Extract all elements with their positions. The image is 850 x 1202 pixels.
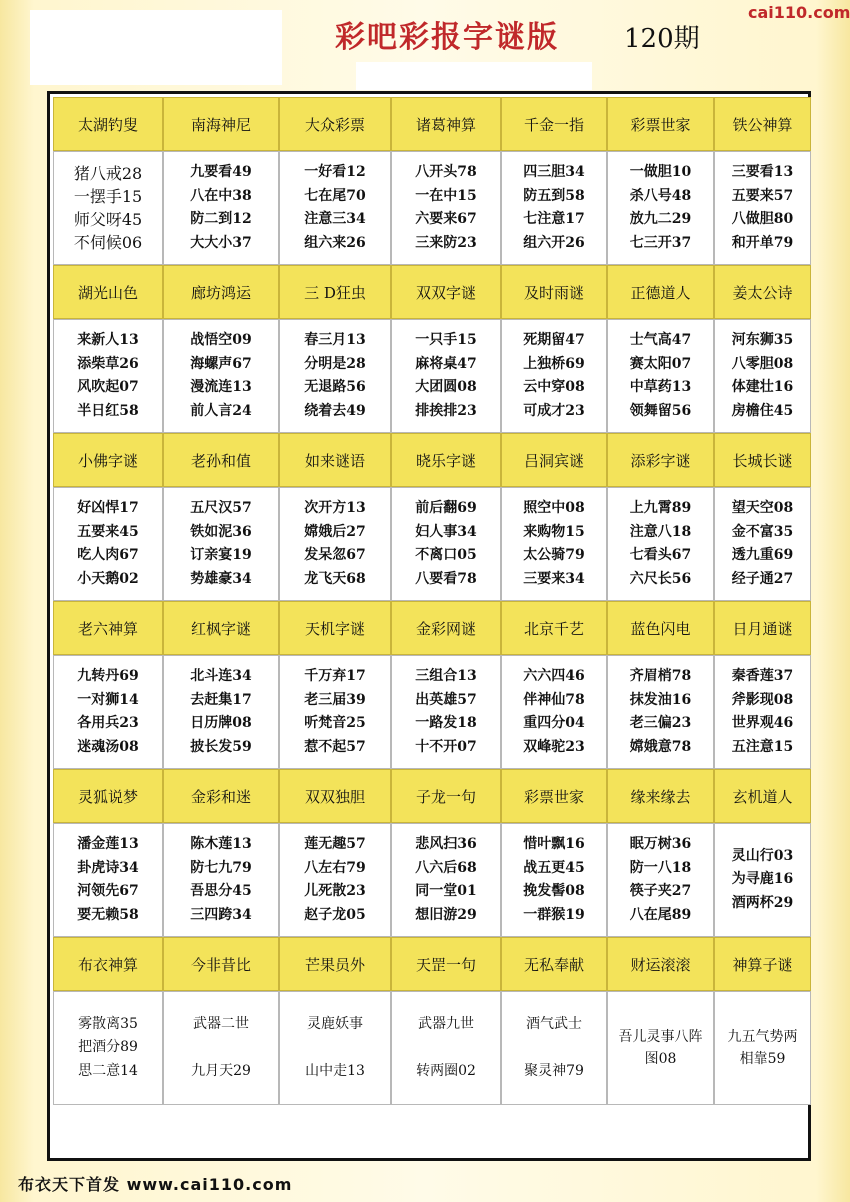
riddle-line: 三组合13 [415, 668, 477, 684]
riddle-line: 添柴草26 [77, 355, 139, 372]
riddle-line: 酒两杯29 [731, 894, 794, 911]
riddle-cell [714, 655, 811, 769]
column-header: 太湖钓叟 [53, 97, 163, 151]
riddle-line: 九五气势两相靠59 [727, 1029, 798, 1067]
blank-box-left [30, 10, 282, 85]
riddle-line: 士气高47 [629, 332, 692, 348]
riddle-cell [53, 823, 163, 937]
riddle-line: 组六来26 [304, 234, 366, 251]
riddle-line: 防五到58 [523, 187, 585, 204]
column-header: 神算子谜 [714, 937, 811, 991]
column-header: 湖光山色 [53, 265, 163, 319]
riddle-line: 七三开37 [629, 234, 692, 251]
riddle-line: 好凶悍17 [77, 500, 139, 516]
riddle-line: 杀八号48 [629, 187, 692, 204]
riddle-line: 七注意17 [523, 211, 585, 227]
riddle-line: 陈木莲13 [190, 836, 252, 852]
riddle-line: 老三届39 [304, 691, 366, 708]
column-header: 芒果员外 [279, 937, 391, 991]
riddle-line: 老三偏23 [629, 715, 692, 731]
riddle-line: 经子通27 [731, 570, 794, 587]
column-header: 千金一指 [501, 97, 607, 151]
column-header: 子龙一句 [391, 769, 501, 823]
riddle-line: 齐眉梢78 [629, 668, 692, 684]
riddle-cell [53, 151, 163, 265]
riddle-line: 酒气武士 [525, 1016, 582, 1032]
header [0, 0, 850, 88]
riddle-line: 嫦娥意78 [629, 738, 692, 755]
riddle-line: 八要看78 [415, 570, 477, 587]
column-header: 廊坊鸿运 [163, 265, 279, 319]
riddle-line: 山中走13 [305, 1062, 365, 1079]
riddle-line: 三来防23 [415, 234, 477, 251]
riddle-cell [607, 655, 714, 769]
riddle-line: 防七九79 [190, 859, 252, 876]
riddle-line: 武器九世 [417, 1016, 474, 1032]
riddle-cell [391, 487, 501, 601]
column-header: 吕洞宾谜 [501, 433, 607, 487]
riddle-line: 七在尾70 [304, 187, 366, 204]
riddle-line: 六要来67 [415, 211, 477, 227]
riddle-line: 八在中38 [190, 187, 252, 204]
riddle-line: 体建壮16 [731, 379, 794, 395]
riddle-cell [53, 319, 163, 433]
riddle-line: 次开方13 [304, 500, 366, 516]
riddle-line: 不离口05 [415, 547, 477, 563]
riddle-cell [279, 991, 391, 1105]
riddle-line: 卦虎诗34 [77, 859, 139, 876]
riddle-cell [53, 655, 163, 769]
riddle-line: 八做胆80 [731, 211, 794, 227]
riddle-line: 九要看49 [190, 164, 252, 180]
column-header: 诸葛神算 [391, 97, 501, 151]
column-header: 姜太公诗 [714, 265, 811, 319]
riddle-line: 眠万树36 [629, 836, 692, 852]
riddle-cell [163, 991, 279, 1105]
riddle-cell [391, 823, 501, 937]
riddle-line: 漫流连13 [190, 379, 252, 395]
riddle-line: 龙飞天68 [304, 570, 366, 587]
riddle-line: 八六后68 [415, 859, 477, 876]
riddle-line: 死期留47 [523, 332, 585, 348]
page-title: 彩吧彩报字谜版 [335, 20, 559, 55]
riddle-cell [714, 487, 811, 601]
riddle-line: 半日红58 [77, 402, 139, 419]
riddle-line: 猪八戒28 [73, 164, 143, 183]
riddle-line: 儿死散23 [304, 883, 366, 899]
riddle-line: 五要来45 [77, 523, 139, 540]
riddle-line: 一在中15 [415, 187, 477, 204]
riddle-line: 师父呀45 [73, 210, 143, 229]
column-header: 天机字谜 [279, 601, 391, 655]
riddle-line: 八开头78 [415, 164, 477, 180]
column-header: 小佛字谜 [53, 433, 163, 487]
riddle-line: 灵鹿妖事 [306, 1016, 363, 1032]
riddle-line: 五要来57 [731, 187, 794, 204]
riddle-line: 一路发18 [415, 715, 477, 731]
riddle-line: 注意三34 [304, 211, 366, 227]
riddle-cell [391, 319, 501, 433]
column-header: 天罡一句 [391, 937, 501, 991]
column-header: 玄机道人 [714, 769, 811, 823]
riddle-line: 一好看12 [304, 164, 366, 180]
riddle-cell [279, 151, 391, 265]
column-header: 老六神算 [53, 601, 163, 655]
column-header: 布衣神算 [53, 937, 163, 991]
column-header: 铁公神算 [714, 97, 811, 151]
column-header: 添彩字谜 [607, 433, 714, 487]
riddle-cell [607, 487, 714, 601]
riddle-line: 不伺候06 [73, 233, 143, 252]
riddle-line: 世界观46 [731, 715, 794, 731]
column-header: 财运滚滚 [607, 937, 714, 991]
riddle-line: 一群猴19 [523, 906, 585, 923]
riddle-line: 大团圆08 [415, 379, 477, 395]
riddle-cell [714, 823, 811, 937]
riddle-line: 三要看13 [731, 164, 794, 180]
column-header: 及时雨谜 [501, 265, 607, 319]
riddle-line: 来购物15 [523, 523, 585, 540]
riddle-line: 披长发59 [190, 738, 252, 755]
riddle-line: 三要来34 [523, 570, 585, 587]
riddle-line: 妇人事34 [415, 523, 477, 540]
riddle-line: 战五更45 [523, 859, 585, 876]
riddle-line: 绕着去49 [304, 402, 366, 419]
riddle-line: 雾散离35 [78, 1015, 138, 1032]
riddle-line: 要无赖58 [77, 906, 139, 923]
riddle-line: 潘金莲13 [77, 836, 139, 852]
riddle-line: 去赶集17 [190, 691, 252, 708]
riddle-line: 照空中08 [523, 500, 585, 516]
column-header: 灵狐说梦 [53, 769, 163, 823]
riddle-line: 把酒分89 [78, 1039, 138, 1056]
riddle-line: 和开单79 [731, 234, 794, 251]
riddle-cell [279, 319, 391, 433]
riddle-cell [714, 991, 811, 1105]
column-header: 如来谜语 [279, 433, 391, 487]
column-header: 老孙和值 [163, 433, 279, 487]
riddle-line: 可成才23 [523, 402, 585, 419]
riddle-cell [501, 151, 607, 265]
column-header: 三 D狂虫 [279, 265, 391, 319]
riddle-line: 武器二世 [192, 1016, 249, 1032]
column-header: 缘来缘去 [607, 769, 714, 823]
riddle-line: 秦香莲37 [731, 668, 794, 684]
column-header: 南海神尼 [163, 97, 279, 151]
issue-number: 120期 [624, 24, 700, 54]
riddle-line: 筷子夹27 [629, 883, 692, 899]
riddle-line: 望天空08 [731, 500, 794, 516]
riddle-line: 组六开26 [523, 234, 585, 251]
column-header: 红枫字谜 [163, 601, 279, 655]
riddle-line: 中草药13 [629, 379, 692, 395]
riddle-line: 悲风扫36 [415, 836, 477, 852]
riddle-line: 伴神仙78 [523, 691, 585, 708]
riddle-line: 转两圈02 [416, 1062, 476, 1079]
riddle-cell [607, 823, 714, 937]
riddle-line: 四三胆34 [523, 164, 585, 180]
column-header: 彩票世家 [501, 769, 607, 823]
riddle-line: 斧影现08 [731, 691, 794, 708]
blank-box-center [356, 62, 592, 90]
riddle-cell [501, 655, 607, 769]
riddle-line: 七看头67 [629, 547, 692, 563]
riddle-line: 惜叶飘16 [523, 836, 585, 852]
riddle-line: 防一八18 [629, 859, 692, 876]
riddle-line: 千万弃17 [304, 668, 366, 684]
column-header: 大众彩票 [279, 97, 391, 151]
riddle-cell [163, 655, 279, 769]
riddle-line: 吾儿灵事八阵图08 [618, 1029, 703, 1067]
riddle-line: 大大小37 [190, 234, 252, 251]
riddle-line: 海螺声67 [190, 355, 252, 372]
riddle-line: 一做胆10 [629, 164, 692, 180]
riddle-line: 赵子龙05 [304, 906, 366, 923]
riddle-cell [607, 319, 714, 433]
column-header: 双双字谜 [391, 265, 501, 319]
riddle-line: 排挨排23 [415, 402, 477, 419]
riddle-line: 十不开07 [415, 738, 477, 755]
riddle-line: 思二意14 [78, 1062, 138, 1079]
riddle-line: 为寻鹿16 [731, 871, 794, 888]
riddle-cell [607, 151, 714, 265]
riddle-line: 发呆忽67 [304, 547, 366, 563]
riddle-line: 吾思分45 [190, 883, 252, 899]
riddle-line: 战悟空09 [190, 332, 252, 348]
riddle-line: 河领先67 [77, 883, 139, 899]
riddle-line: 防二到12 [190, 211, 252, 227]
column-header: 今非昔比 [163, 937, 279, 991]
riddle-cell [279, 823, 391, 937]
column-header: 北京千艺 [501, 601, 607, 655]
riddle-line: 小天鹅02 [77, 570, 139, 587]
riddle-line: 一摆手15 [73, 187, 143, 206]
riddle-line: 灵山行03 [731, 847, 794, 864]
riddle-line: 挽发髻08 [523, 883, 585, 899]
riddle-cell [501, 991, 607, 1105]
riddle-line: 无退路56 [304, 379, 366, 395]
riddle-cell [279, 487, 391, 601]
column-header: 晓乐字谜 [391, 433, 501, 487]
riddle-line: 注意八18 [629, 523, 692, 540]
riddle-line: 八左右79 [304, 859, 366, 876]
riddle-cell [714, 319, 811, 433]
riddle-line: 北斗连34 [190, 668, 252, 684]
riddle-line: 六六四46 [523, 668, 585, 684]
riddle-line: 分明是28 [304, 355, 366, 372]
riddle-cell [501, 487, 607, 601]
column-header: 正德道人 [607, 265, 714, 319]
riddle-line: 订亲宴19 [190, 547, 252, 563]
site-watermark: cai110.com [748, 3, 850, 22]
riddle-line: 聚灵神79 [524, 1062, 584, 1079]
riddle-line: 来新人13 [77, 332, 139, 348]
riddle-line: 麻将桌47 [415, 355, 477, 372]
column-header: 蓝色闪电 [607, 601, 714, 655]
column-header: 金彩和迷 [163, 769, 279, 823]
riddle-line: 透九重69 [731, 547, 794, 563]
riddle-line: 迷魂汤08 [77, 738, 139, 755]
riddle-line: 上九霄89 [629, 500, 692, 516]
riddle-line: 日历牌08 [190, 715, 252, 731]
riddle-line: 赛太阳07 [629, 355, 692, 372]
riddle-line: 风吹起07 [77, 379, 139, 395]
riddle-line: 春三月13 [304, 332, 366, 348]
riddle-line: 同一堂01 [415, 883, 477, 899]
riddle-cell [279, 655, 391, 769]
riddle-cell [163, 151, 279, 265]
column-header: 彩票世家 [607, 97, 714, 151]
riddle-line: 出英雄57 [415, 691, 477, 708]
riddle-line: 领舞留56 [629, 402, 692, 419]
riddle-line: 太公骑79 [523, 547, 585, 563]
column-header: 无私奉献 [501, 937, 607, 991]
riddle-line: 河东狮35 [731, 332, 794, 348]
riddle-cell [501, 319, 607, 433]
riddle-line: 前后翻69 [415, 500, 477, 516]
riddle-line: 前人言24 [190, 402, 252, 419]
riddle-line: 势雄豪34 [190, 570, 252, 587]
column-header: 金彩网谜 [391, 601, 501, 655]
riddle-cell [163, 823, 279, 937]
riddle-cell [53, 991, 163, 1105]
riddle-line: 上独桥69 [523, 355, 585, 372]
riddle-cell [714, 151, 811, 265]
riddle-grid [53, 97, 811, 1157]
riddle-line: 各用兵23 [77, 715, 139, 731]
riddle-line: 听梵音25 [304, 715, 366, 731]
riddle-cell [501, 823, 607, 937]
riddle-line: 想旧游29 [415, 906, 477, 923]
column-header: 长城长谜 [714, 433, 811, 487]
riddle-cell [391, 655, 501, 769]
riddle-line: 五尺汉57 [190, 500, 252, 516]
riddle-line: 九月天29 [191, 1062, 251, 1079]
riddle-line: 六尺长56 [629, 570, 692, 587]
riddle-cell [53, 487, 163, 601]
riddle-cell [391, 991, 501, 1105]
riddle-cell [163, 319, 279, 433]
riddle-line: 嫦娥后27 [304, 523, 366, 540]
riddle-line: 八在尾89 [629, 906, 692, 923]
riddle-cell [163, 487, 279, 601]
riddle-line: 九转丹69 [77, 668, 139, 684]
riddle-line: 放九二29 [629, 211, 692, 227]
riddle-line: 抹发油16 [629, 691, 692, 708]
riddle-line: 铁如泥36 [190, 523, 252, 540]
riddle-line: 云中穿08 [523, 379, 585, 395]
riddle-line: 三四跨34 [190, 906, 252, 923]
riddle-line: 莲无趣57 [304, 836, 366, 852]
column-header: 双双独胆 [279, 769, 391, 823]
riddle-line: 一对狮14 [77, 691, 139, 708]
footer-text: 布衣天下首发 www.cai110.com [18, 1175, 293, 1194]
riddle-line: 五注意15 [731, 738, 794, 755]
riddle-line: 吃人肉67 [77, 547, 139, 563]
riddle-line: 八零胆08 [731, 355, 794, 372]
riddle-line: 双峰驼23 [523, 738, 585, 755]
riddle-line: 惹不起57 [304, 738, 366, 755]
riddle-line: 重四分04 [523, 715, 585, 731]
riddle-line: 一只手15 [415, 332, 477, 348]
riddle-cell [391, 151, 501, 265]
riddle-line: 房檐住45 [731, 402, 794, 419]
column-header: 日月通谜 [714, 601, 811, 655]
riddle-cell [607, 991, 714, 1105]
riddle-line: 金不富35 [731, 523, 794, 540]
